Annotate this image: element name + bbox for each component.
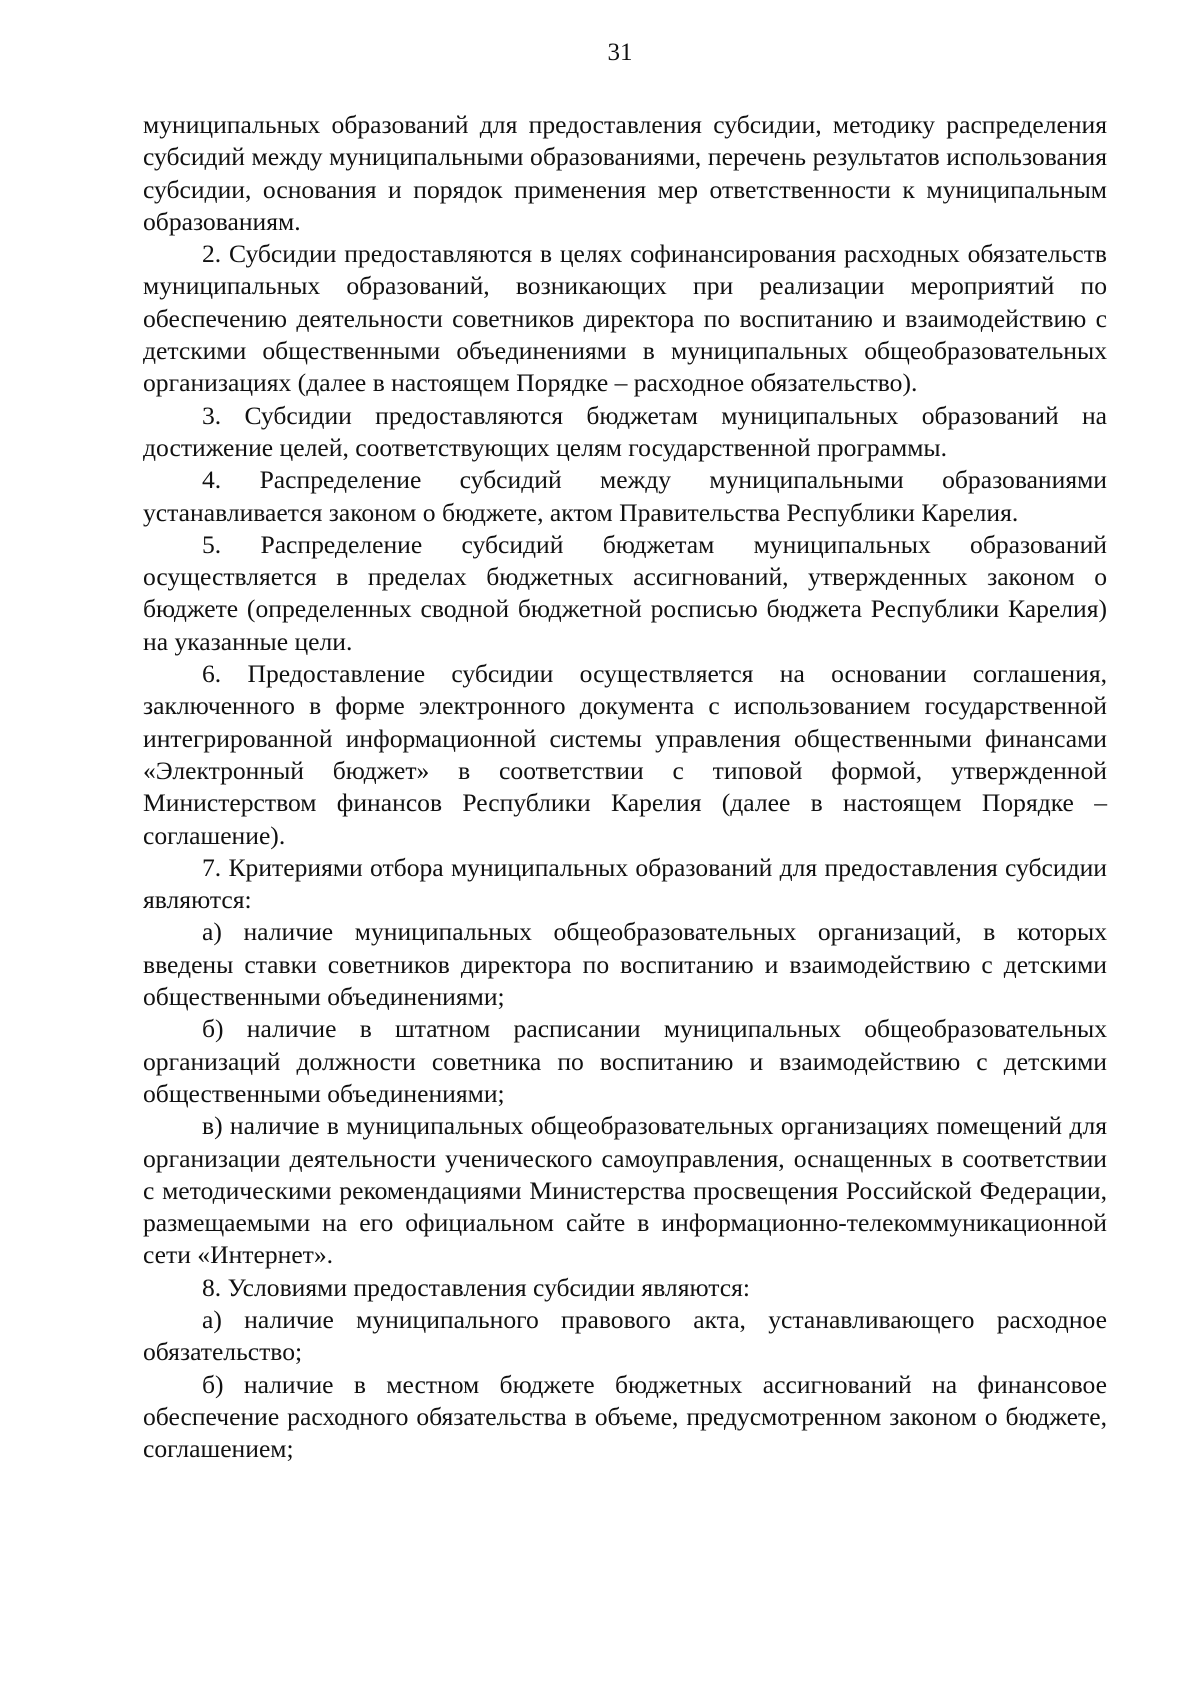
paragraph-item-2: 2. Субсидии предоставляются в целях софинансирования расходных обязательств муниципальных образований, возникающих при реализации мероприятий по обеспечению деятельности советников директора по воспитанию и взаимодействию с детскими общественными объединениями в муниципальных общеобразовательных организациях (далее в настоящем Порядке – расходное обязательство). <box>143 239 1107 398</box>
paragraph-item-3: 3. Субсидии предоставляются бюджетам муниципальных образований на достижение целей, соответствующих целям государственной программы. <box>143 400 1107 462</box>
document-body <box>143 109 1107 1465</box>
paragraph-item-8b: б) наличие в местном бюджете бюджетных ассигнований на финансовое обеспечение расходного обязательства в объеме, предусмотренном законом о бюджете, соглашением; <box>143 1369 1107 1464</box>
paragraph-item-8a: а) наличие муниципального правового акта, устанавливающего расходное обязательство; <box>143 1304 1107 1367</box>
paragraph-item-4: 4. Распределение субсидий между муниципальными образованиями устанавливается законом о бюджете, актом Правительства Республики Карелия. <box>143 465 1107 527</box>
paragraph-continuation: муниципальных образований для предоставления субсидии, методику распределения субсидий между муниципальными образованиями, перечень результатов использования субсидии, основания и порядок применения мер ответственности к муниципальным образованиям. <box>143 110 1107 236</box>
paragraph-item-7v: в) наличие в муниципальных общеобразовательных организациях помещений для организации деятельности ученического самоуправления, оснащенных в соответствии с методическими рекомендациями Министерства просвещения Российской Федерации, размещаемыми на его официальном сайте в информационно-телекоммуникационной сети «Интернет». <box>143 1111 1107 1270</box>
paragraph-item-5: 5. Распределение субсидий бюджетам муниципальных образований осуществляется в пределах бюджетных ассигнований, утвержденных законом о бюджете (определенных сводной бюджетной росписью бюджета Республики Карелия) на указанные цели. <box>143 529 1107 656</box>
paragraph-item-7b: б) наличие в штатном расписании муниципальных общеобразовательных организаций должности советника по воспитанию и взаимодействию с детскими общественными объединениями; <box>143 1014 1107 1108</box>
paragraph-item-7a: а) наличие муниципальных общеобразовательных организаций, в которых введены ставки советников директора по воспитанию и взаимодействию с детскими общественными объединениями; <box>143 917 1107 1012</box>
page-number: 31 <box>607 39 633 66</box>
paragraph-item-8: 8. Условиями предоставления субсидии являются: <box>202 1272 751 1302</box>
paragraph-item-7: 7. Критериями отбора муниципальных образований для предоставления субсидии являются: <box>143 852 1107 915</box>
paragraph-item-6: 6. Предоставление субсидии осуществляется на основании соглашения, заключенного в форме электронного документа с использованием государственной интегрированной информационной системы управления общественными финансами «Электронный бюджет» в соответствии с типовой формой, утвержденной Министерством финансов Республики Карелия (далее в настоящем Порядке – соглашение). <box>143 659 1107 850</box>
